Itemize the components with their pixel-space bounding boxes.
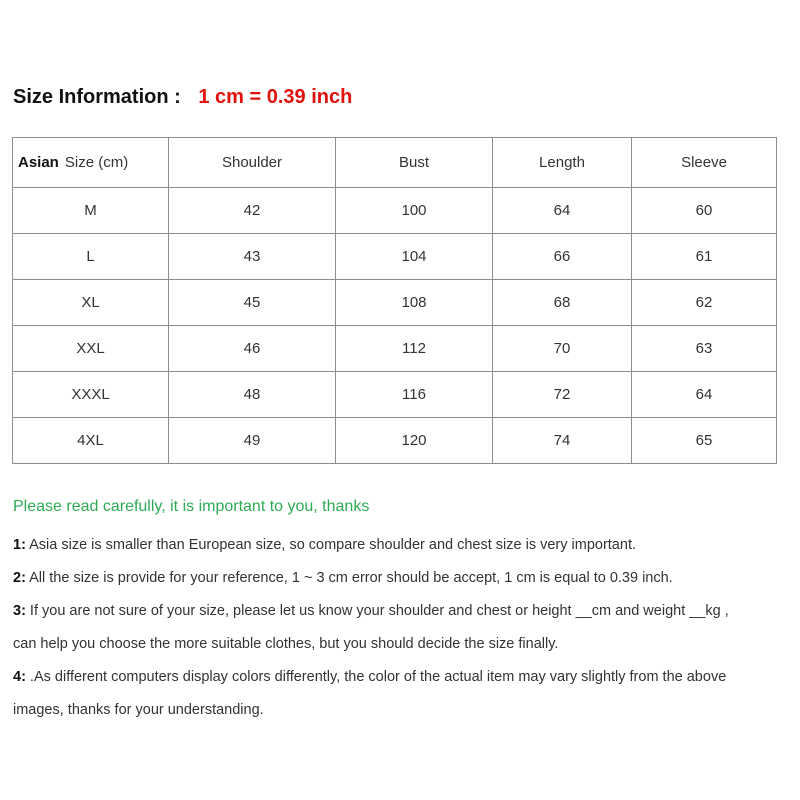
size-cm-label: Size (cm) bbox=[64, 154, 129, 171]
note-text: All the size is provide for your reference, 1 ~ 3 cm error should be accept, 1 cm is equal to 0.39 inch. bbox=[25, 570, 673, 586]
shoulder-cell: 42 bbox=[169, 188, 336, 234]
sleeve-cell: 60 bbox=[632, 188, 777, 234]
note-number: 3: bbox=[13, 603, 26, 619]
notes-heading: Please read carefully, it is important to you, thanks bbox=[13, 498, 370, 515]
note-text: can help you choose the more suitable clothes, but you should decide the size finally. bbox=[13, 636, 559, 652]
note-line bbox=[13, 529, 788, 562]
bust-cell: 120 bbox=[336, 418, 493, 464]
note-line bbox=[13, 628, 788, 661]
note-text: If you are not sure of your size, please let us know your shoulder and chest or height __cm and weight __kg , bbox=[25, 603, 729, 619]
table-header-row bbox=[13, 138, 777, 188]
size-column-header bbox=[13, 138, 169, 188]
sleeve-cell: 61 bbox=[632, 234, 777, 280]
size-cell: XXXL bbox=[13, 372, 169, 418]
bust-cell: 116 bbox=[336, 372, 493, 418]
notes-section bbox=[13, 497, 788, 727]
bust-cell: 112 bbox=[336, 326, 493, 372]
column-header-shoulder: Shoulder bbox=[169, 138, 336, 188]
shoulder-cell: 45 bbox=[169, 280, 336, 326]
size-cell: L bbox=[13, 234, 169, 280]
note-line bbox=[13, 661, 788, 694]
bust-cell: 108 bbox=[336, 280, 493, 326]
table-row bbox=[13, 372, 777, 418]
shoulder-cell: 43 bbox=[169, 234, 336, 280]
column-header-bust: Bust bbox=[336, 138, 493, 188]
sleeve-cell: 62 bbox=[632, 280, 777, 326]
table-row bbox=[13, 326, 777, 372]
size-cell: XL bbox=[13, 280, 169, 326]
length-cell: 66 bbox=[493, 234, 632, 280]
shoulder-cell: 48 bbox=[169, 372, 336, 418]
table-row bbox=[13, 188, 777, 234]
bust-cell: 100 bbox=[336, 188, 493, 234]
shoulder-cell: 49 bbox=[169, 418, 336, 464]
note-line bbox=[13, 595, 788, 628]
sleeve-cell: 64 bbox=[632, 372, 777, 418]
sleeve-cell: 65 bbox=[632, 418, 777, 464]
title-label: Size Information : bbox=[13, 86, 181, 108]
note-text: images, thanks for your understanding. bbox=[13, 702, 264, 718]
column-header-length: Length bbox=[493, 138, 632, 188]
size-cell: M bbox=[13, 188, 169, 234]
note-line bbox=[13, 694, 788, 727]
size-cell: XXL bbox=[13, 326, 169, 372]
table-row bbox=[13, 280, 777, 326]
note-number: 2: bbox=[13, 570, 26, 586]
note-line bbox=[13, 562, 788, 595]
table-row bbox=[13, 418, 777, 464]
note-text: Asia size is smaller than European size, so compare shoulder and chest size is very important. bbox=[25, 537, 636, 553]
note-number: 1: bbox=[13, 537, 26, 553]
size-chart-table bbox=[12, 137, 777, 464]
note-text: .As different computers display colors differently, the color of the actual item may vary slightly from the above bbox=[25, 669, 727, 685]
asian-label: Asian bbox=[18, 154, 59, 171]
table-row bbox=[13, 234, 777, 280]
sleeve-cell: 63 bbox=[632, 326, 777, 372]
length-cell: 74 bbox=[493, 418, 632, 464]
size-information-title bbox=[13, 86, 352, 109]
length-cell: 68 bbox=[493, 280, 632, 326]
unit-conversion: 1 cm = 0.39 inch bbox=[198, 86, 353, 108]
length-cell: 72 bbox=[493, 372, 632, 418]
column-header-sleeve: Sleeve bbox=[632, 138, 777, 188]
length-cell: 70 bbox=[493, 326, 632, 372]
note-number: 4: bbox=[13, 669, 26, 685]
length-cell: 64 bbox=[493, 188, 632, 234]
shoulder-cell: 46 bbox=[169, 326, 336, 372]
bust-cell: 104 bbox=[336, 234, 493, 280]
size-cell: 4XL bbox=[13, 418, 169, 464]
